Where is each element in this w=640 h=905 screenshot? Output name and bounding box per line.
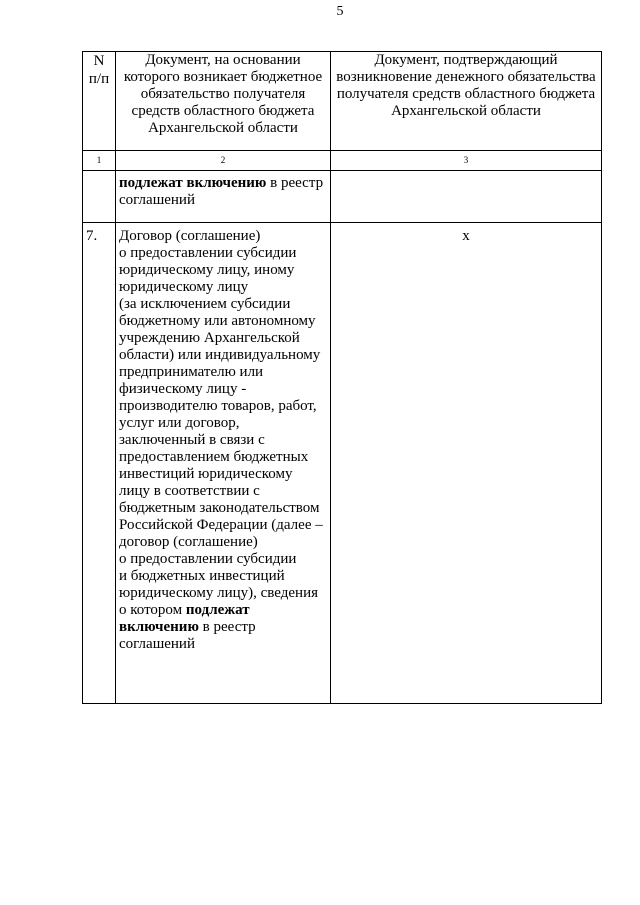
- cell-line: услуг или договор,: [119, 415, 240, 431]
- cell-line: Договор (соглашение): [119, 228, 261, 244]
- cell-line: юридическому лицу, иному: [119, 262, 295, 278]
- column-index: 2: [116, 151, 331, 171]
- cell-line: бюджетному или автономному: [119, 313, 316, 329]
- table-row: [83, 171, 602, 223]
- emphasis-text: подлежат включению: [119, 175, 267, 191]
- cell-line: предпринимателю или: [119, 364, 264, 380]
- emphasis-text: включению: [119, 619, 199, 635]
- emphasis-text: подлежат: [185, 602, 250, 618]
- cell-line: предоставлением бюджетных: [119, 449, 309, 465]
- column-index: 1: [83, 151, 116, 171]
- cell-line: области) или индивидуальному: [119, 347, 321, 363]
- cell-line: учреждению Архангельской: [119, 330, 300, 346]
- header-number: [83, 52, 116, 151]
- cell-line: лицу в соответствии с: [119, 483, 260, 499]
- header-confirming-document: Документ, подтверждающий возникновение денежного обязательства получателя средств областного бюджета Архангельской области: [331, 52, 602, 151]
- basis-document-lines: [119, 228, 328, 602]
- header-basis-document: Документ, на основании которого возникает бюджетное обязательство получателя средств областного бюджета Архангельской области: [116, 52, 331, 151]
- row-number: 7.: [83, 223, 116, 704]
- cell-text: о котором: [119, 602, 186, 618]
- cell-text: в реестр соглашений: [119, 175, 324, 208]
- cell-line: [119, 619, 328, 636]
- cell-line: физическому лицу -: [119, 381, 247, 397]
- cell-line: соглашений: [119, 636, 195, 652]
- basis-document-cell: [116, 223, 331, 704]
- cell-line: инвестиций юридическому: [119, 466, 293, 482]
- page-number: 5: [336, 4, 344, 19]
- cell-text: в реестр: [198, 619, 256, 635]
- cell-line: (за исключением субсидии: [119, 296, 291, 312]
- cell-line: договор (соглашение): [119, 534, 258, 550]
- table-header-row: [83, 52, 602, 151]
- cell-line: и бюджетных инвестиций: [119, 568, 285, 584]
- cell-line: заключенный в связи с: [119, 432, 265, 448]
- obligations-table: [82, 51, 602, 704]
- cell-line: [119, 602, 328, 619]
- cell-line: о предоставлении субсидии: [119, 245, 297, 261]
- table-row: [83, 223, 602, 704]
- cell-line: юридическому лицу), сведения: [119, 585, 318, 601]
- basis-document-cell: [116, 171, 331, 223]
- cell-line: бюджетным законодательством: [119, 500, 320, 516]
- cell-line: производителю товаров, работ,: [119, 398, 317, 414]
- row-number: [83, 171, 116, 223]
- cell-line: юридическому лицу: [119, 279, 249, 295]
- column-index: 3: [331, 151, 602, 171]
- cell-line: о предоставлении субсидии: [119, 551, 297, 567]
- confirming-document-cell: [331, 171, 602, 223]
- column-index-row: [83, 151, 602, 171]
- confirming-document-cell: х: [331, 223, 602, 704]
- header-number-text: N п/п: [88, 53, 110, 87]
- cell-line: Российской Федерации (далее –: [119, 517, 323, 533]
